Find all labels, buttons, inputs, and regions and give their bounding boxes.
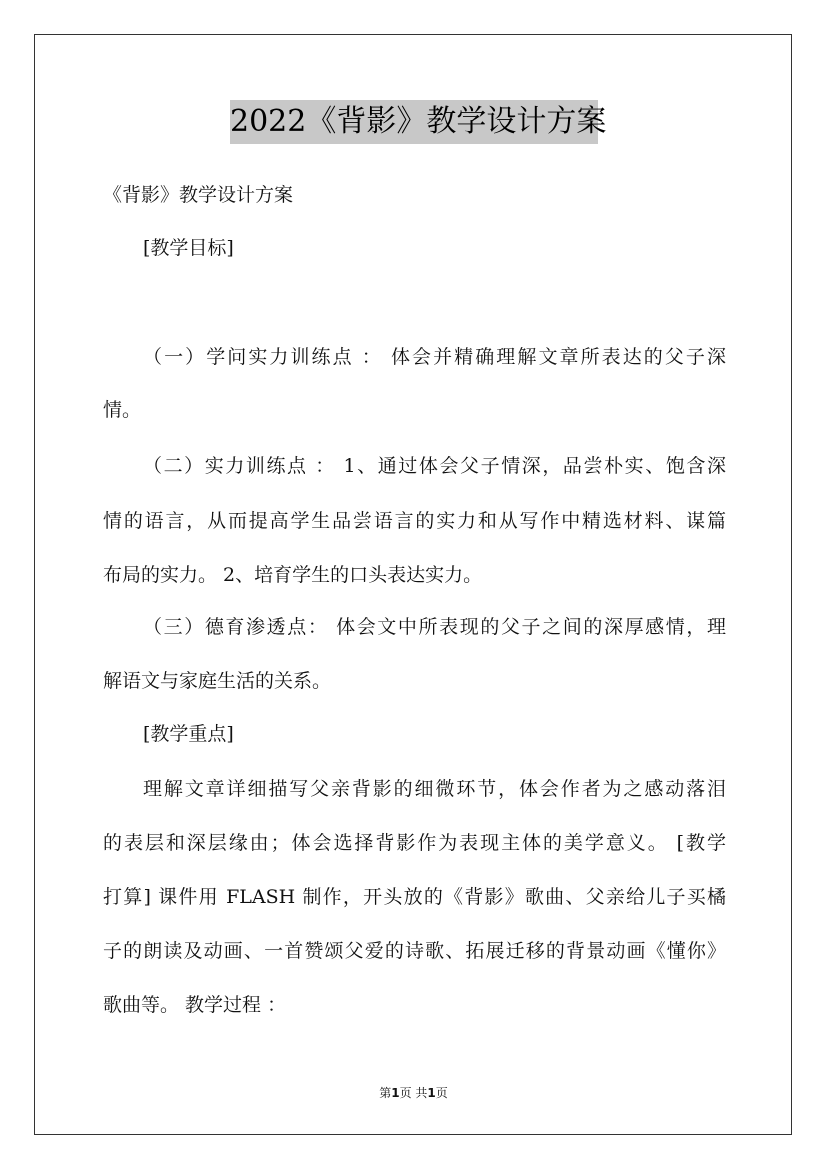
paragraph-line: （三）德育渗透点： 体会文中所表现的父子之间的深厚感情，理 (143, 616, 726, 638)
document-title: 2022《背影》教学设计方案 (230, 100, 598, 144)
document-subtitle: 《背影》教学设计方案 (103, 184, 294, 206)
footer-page-current: 1 (391, 1086, 400, 1100)
paragraph-line: 理解文章详细描写父亲背影的细微环节，体会作者为之感动落泪 (143, 778, 726, 800)
paragraph-line: 情。 (103, 399, 142, 421)
footer-page-prefix: 第 (379, 1086, 392, 1100)
paragraph-line: 情的语言，从而提高学生品尝语言的实力和从写作中精选材料、谋篇 (103, 510, 726, 532)
page-footer (0, 1084, 827, 1101)
paragraph-line: 解语文与家庭生活的关系。 (103, 670, 332, 692)
paragraph-line: 的表层和深层缘由；体会选择背影作为表现主体的美学意义。 [教学 (103, 832, 726, 854)
footer-page-suffix: 页 (435, 1086, 448, 1100)
paragraph-line: （二）实力训练点 ： 1、通过体会父子情深，品尝朴实、饱含深 (143, 455, 726, 477)
paragraph-line: 打算] 课件用 FLASH 制作，开头放的《背影》歌曲、父亲给儿子买橘 (103, 886, 726, 908)
paragraph-line: 歌曲等。 教学过程 ： (103, 994, 287, 1016)
footer-page-mid: 页 共 (399, 1086, 428, 1100)
section-heading-key-points: [教学重点] (143, 723, 234, 745)
section-heading-objectives: [教学目标] (143, 237, 234, 259)
paragraph-line: 子的朗读及动画、一首赞颂父爱的诗歌、拓展迁移的背景动画《懂你》 (103, 940, 726, 962)
paragraph-line: （一）学问实力训练点 ： 体会并精确理解文章所表达的父子深 (143, 346, 726, 368)
footer-page-total: 1 (427, 1086, 436, 1100)
paragraph-line: 布局的实力。 2、培育学生的口头表达实力。 (103, 564, 483, 586)
